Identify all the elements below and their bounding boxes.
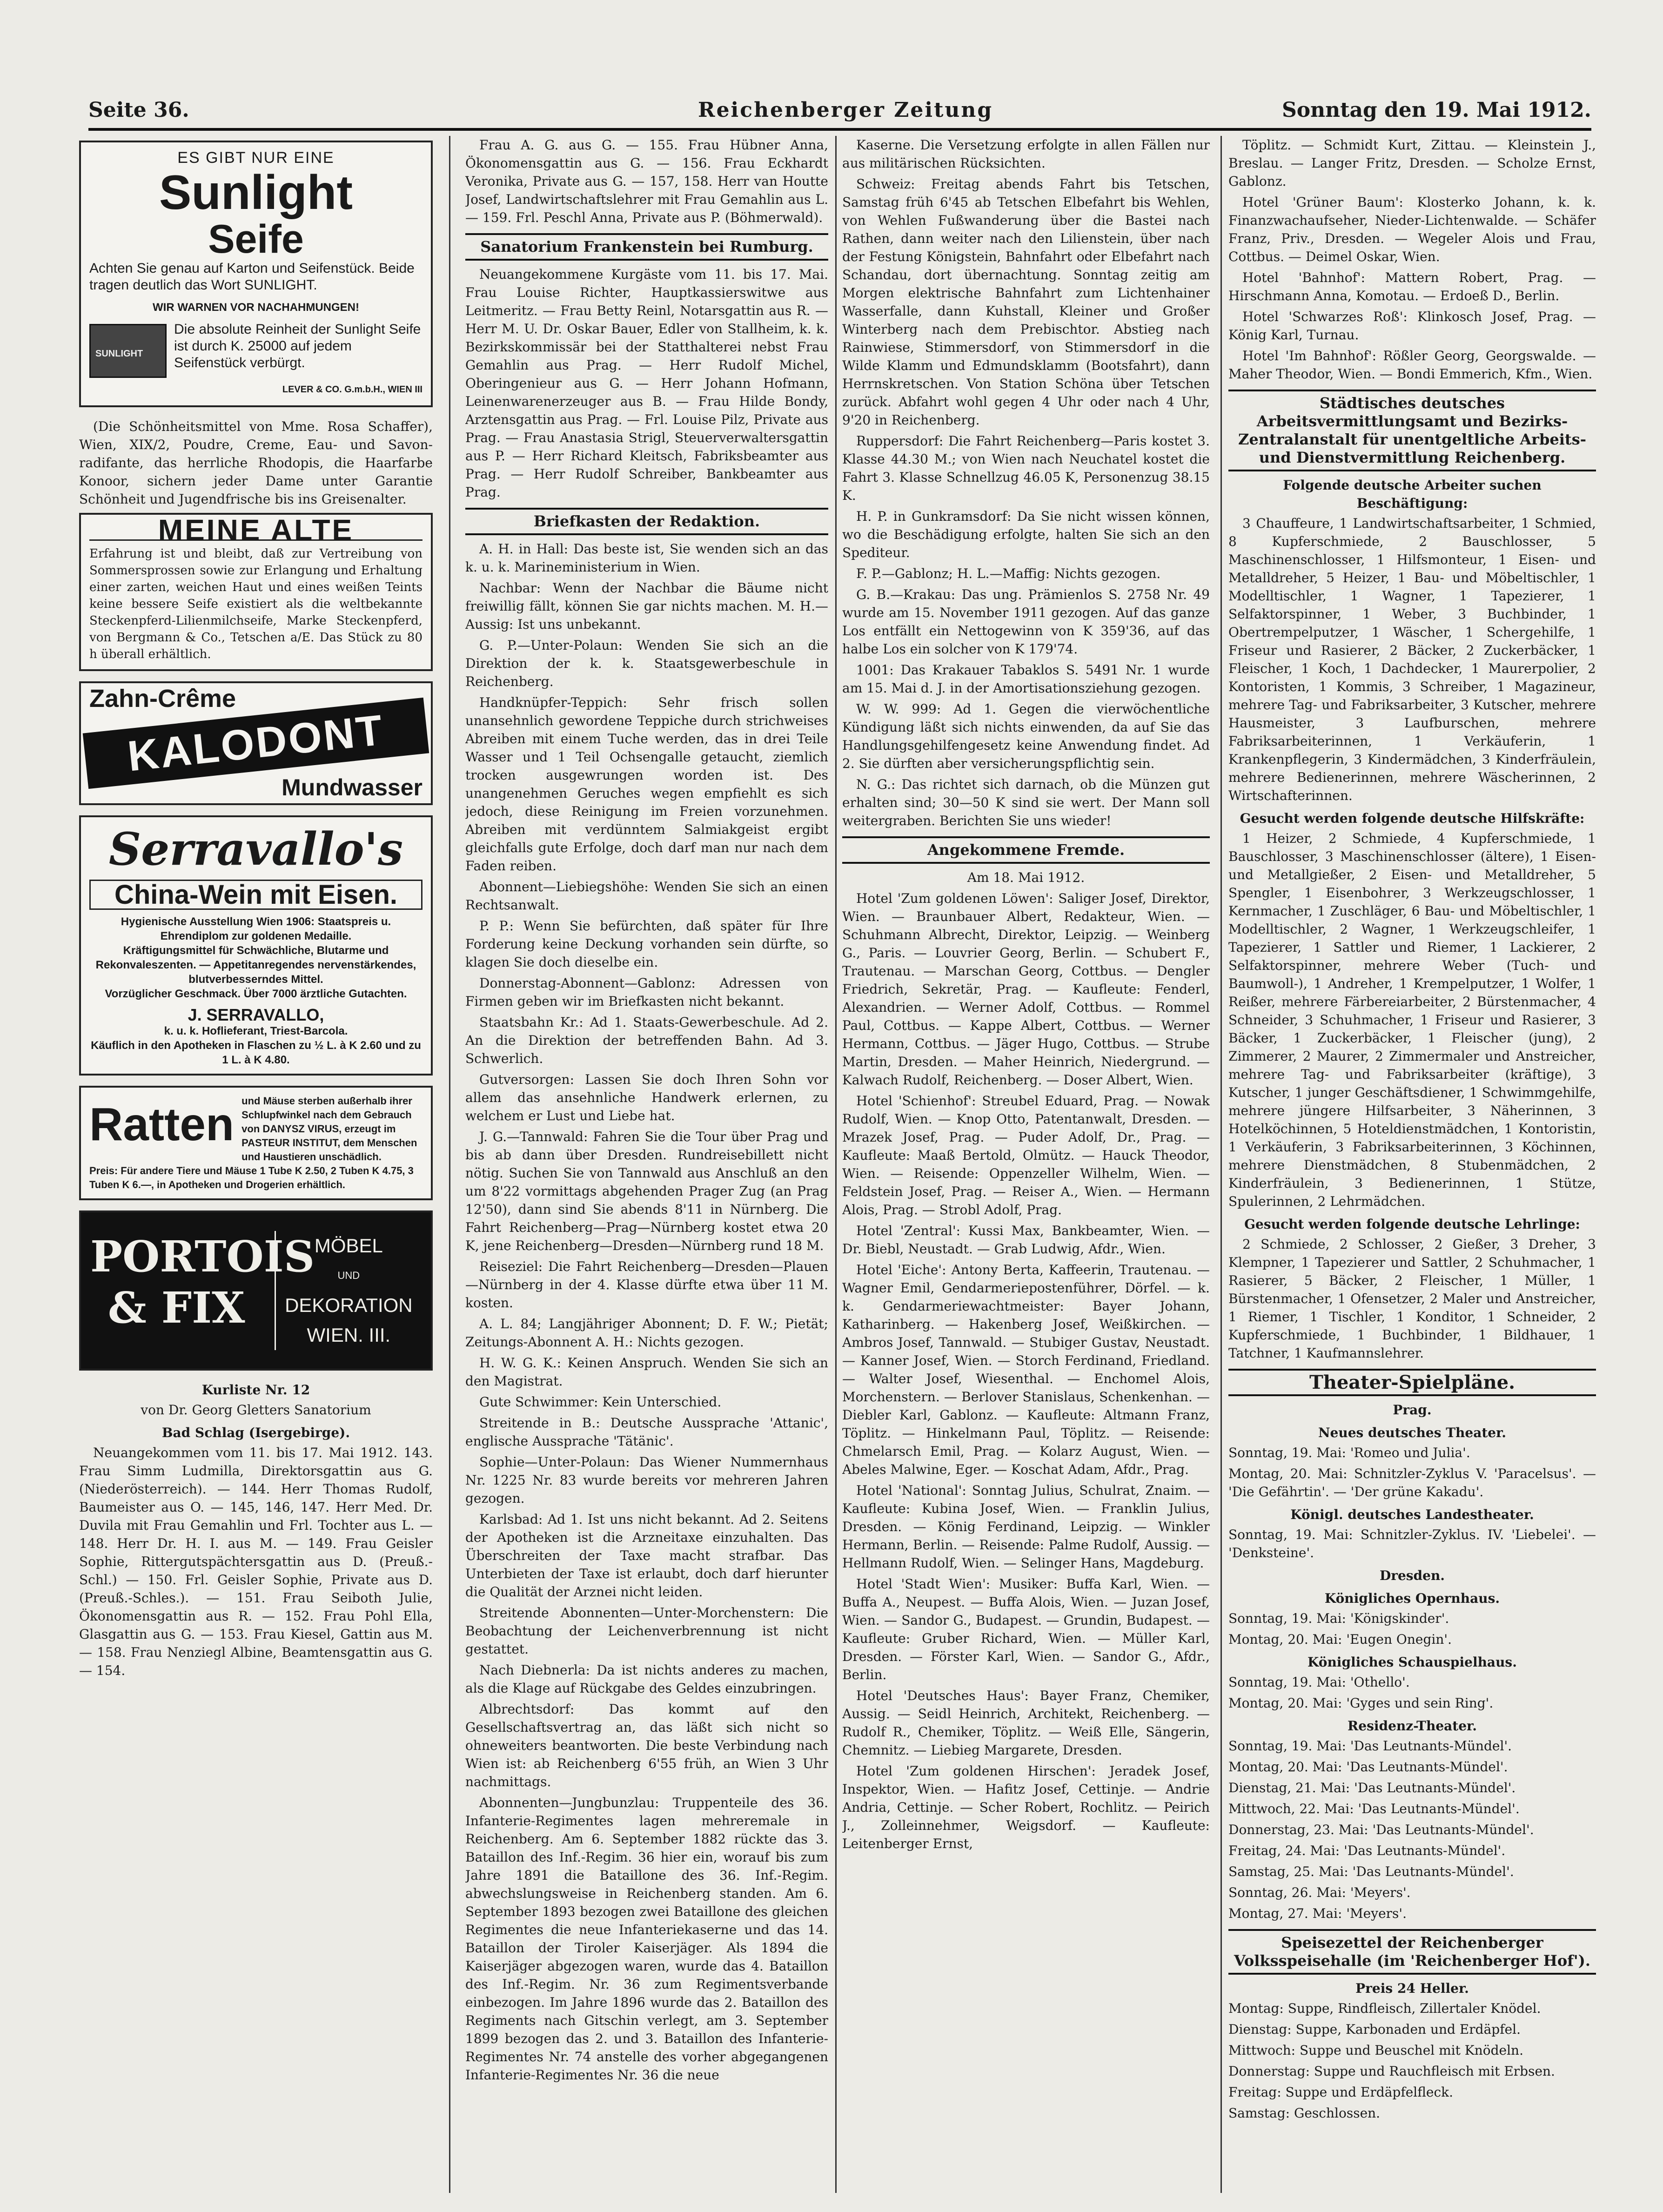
ad-sunlight-text: Achten Sie genau auf Karton und Seifenstück. Beide tragen deutlich das Wort SUNLIGHT. [89,261,415,293]
theater-house: Königliches Opernhaus. [1324,1591,1500,1606]
theater-performance: Donnerstag, 23. Mai: 'Das Leutnants-Mündel'. [1228,1822,1534,1837]
ad-portois-fix [79,1210,433,1371]
ad-serravallo-line3: Vorzüglicher Geschmack. Über 7000 ärztliche Gutachten. [105,988,407,1000]
column-3 [842,136,1210,2193]
ad-sunlight-product: Seife [208,217,304,262]
briefkasten-para: N. G.: Das richtet sich darnach, ob die Münzen gut erhalten sind; 30—50 K sind sie wert. Der Mann soll weitergraben. Berichten Sie uns wieder! [842,777,1210,828]
newspaper-title: Reichenberger Zeitung [698,98,993,122]
ad-meine-alte [79,513,433,671]
hotel-entry: Hotel 'Grüner Baum': Klosterko Johann, k. k. Finanzwachaufseher, Nieder-Lichtenwalde. — Schäfer Franz, Priv., Dresden. — Wegeler Alois und Frau, Cottbus. — Deimel Oskar, Wien. [1228,195,1596,264]
ad-serravallo-price: Käuflich in den Apotheken in Flaschen zu ½ L. à K 2.60 und zu 1 L. à K 4.80. [91,1039,421,1066]
briefkasten-para: 1001: Das Krakauer Tabaklos S. 5491 Nr. 1 wurde am 15. Mai d. J. in der Amortisationsziehung gezogen. [842,662,1210,696]
theater-performance: Sonntag, 19. Mai: 'Romeo und Julia'. [1228,1445,1470,1460]
briefkasten-para: Albrechtsdorf: Das kommt auf den Gesellschaftsvertrag an, das läßt sich nicht so ohneweiters beantworten. Die beste Verbindung nach Wien ist: ab Reichenberg 6'55 früh, an Wien 3 Uhr nachmittags. [465,1701,828,1789]
briefkasten-para: H. P. in Gunkramsdorf: Da Sie nicht wissen können, wo die Beschädigung erfolgte, halten Sie sich an den Spediteur. [842,509,1210,560]
ad-serravallo-line1: Hygienische Ausstellung Wien 1906: Staatspreis u. Ehrendiplom zur goldenen Medaille. [121,915,391,942]
theater-house: Königliches Schauspielhaus. [1308,1654,1517,1670]
ad-ratten-title: Ratten [89,1098,235,1150]
page-number: Seite 36. [88,98,189,122]
briefkasten-para: Ruppersdorf: Die Fahrt Reichenberg—Paris kostet 3. Klasse 44.30 M.; von Wien nach Neuchatel kostet die Fahrt 3. Klasse Schnellzug 46.05 K, Personenzug 38.15 K. [842,433,1210,503]
ad-portois-line1: MÖBEL [314,1235,383,1257]
theater-house: Königl. deutsches Landestheater. [1290,1507,1534,1522]
hotel-entry: Hotel 'Stadt Wien': Musiker: Buffa Karl, Wien. — Buffa A., Neupest. — Buffa Alois, Wien. — Juzan Josef, Wien. — Sandor G., Budapest. — Grundin, Budapest. — Kaufleute: Gruber Richard, Wien. — Müller Karl, Dresden. — Förster Karl, Wien. — Sandor G., Afdr., Berlin. [842,1576,1210,1682]
ad-portois-und: UND [337,1270,360,1281]
hotel-entry: Hotel 'Schwarzes Roß': Klinkosch Josef, Prag. — König Karl, Turnau. [1228,309,1596,343]
menu-day: Mittwoch: Suppe und Beuschel mit Knödeln. [1228,2043,1523,2058]
ad-schoenheit: (Die Schönheitsmittel von Mme. Rosa Schaffer), Wien, XIX/2, Poudre, Creme, Eau- und Savon-radifante, das herrliche Rhodopis, die Haarfarbe Konoor, sichern jeder Dame unter Garantie Schönheit und Jugendfrische bis ins Greisenalter. [79,419,433,507]
theater-house: Residenz-Theater. [1348,1718,1477,1734]
masthead [88,95,1591,131]
ad-sunlight [79,141,433,407]
briefkasten-para: Gutversorgen: Lassen Sie doch Ihren Sohn vor allem das ansehnliche Handwerk erlernen, zu welchem er Lust und Liebe hat. [465,1072,828,1123]
arbeit-sub: Gesucht werden folgende deutsche Lehrlinge: [1244,1217,1580,1232]
theater-performance: Montag, 20. Mai: 'Gyges und sein Ring'. [1228,1695,1494,1711]
ad-portois-name: PORTOIS & FIX [90,1231,315,1333]
briefkasten-para: Staatsbahn Kr.: Ad 1. Staats-Gewerbeschule. Ad 2. An die Direktion der betreffenden Bahn. Ad 3. Schwerlich. [465,1015,828,1066]
kurliste-title: Kurliste Nr. 12 [201,1382,310,1398]
ad-portois-line2: DEKORATION [285,1294,413,1316]
theater-performance: Montag, 27. Mai: 'Meyers'. [1228,1906,1407,1921]
hotel-entry: Hotel 'National': Sonntag Julius, Schulrat, Znaim. — Kaufleute: Kubina Josef, Wien. — Franklin Julius, Dresden. — König Ferdinand, Leipzig. — Winkler Hermann, Berlin. — Reisende: Palme Rudolf, Aussig. — Hellmann Rudolf, Wien. — Selinger Hans, Magdeburg. [842,1483,1210,1571]
hotel-entry: Hotel 'Deutsches Haus': Bayer Franz, Chemiker, Aussig. — Seidl Heinrich, Architekt, Reichenberg. — Rudolf R., Chemiker, Töplitz. — Weiß Elle, Sängerin, Chemnitz. — Liebieg Margarete, Dresden. [842,1688,1210,1758]
kurliste-place: Bad Schlag (Isergebirge). [161,1425,350,1440]
briefkasten-para: G. B.—Krakau: Das ung. Prämienlos S. 2758 Nr. 49 wurde am 15. November 1911 gezogen. Auf das ganze Los entfällt ein Nettogewinn von K 359'36, auf das halbe Los ein solcher von K 179'74. [842,587,1210,657]
briefkasten-para: W. W. 999: Ad 1. Gegen die vierwöchentliche Kündigung läßt sich nichts einwenden, da auf Sie das Handlungsgehilfengesetz keine Anwendung findet. Ad 2. Sie dürften aber versicherungspflichtig sein. [842,701,1210,771]
ad-serravallo-sub: k. u. k. Hoflieferant, Triest-Barcola. [164,1025,348,1037]
theater-performance: Mittwoch, 22. Mai: 'Das Leutnants-Mündel'. [1228,1801,1520,1816]
theater-title: Theater-Spielpläne. [1228,1369,1596,1396]
theater-performance: Freitag, 24. Mai: 'Das Leutnants-Mündel'. [1228,1843,1506,1858]
sanatorium-text: Neuangekommene Kurgäste vom 11. bis 17. Mai. Frau Louise Richter, Hauptkassierswitwe aus Leitmeritz. — Frau Betty Reinl, Notarsgattin aus R. — Herr M. U. Dr. Oskar Bauer, Edler von Stallheim, k. k. Bezirkskommissär bei der Statthalterei nebst Frau Gemahlin aus Prag. — Herr Rudolf Michel, Oberingenieur aus G. — Herr Johann Hofmann, Leinenwarenerzeuger aus B. — Frau Hilde Bondy, Arztensgattin aus Prag. — Frl. Louise Pilz, Private aus Prag. — Frau Anastasia Strigl, Steuerverwaltersgattin aus P. — Herr Richard Kleitsch, Fabriksbeamter aus Prag. — Herr Rudolf Schreiber, Bankbeamter aus Prag. [465,267,828,500]
briefkasten-para: Gute Schwimmer: Kein Unterschied. [479,1394,722,1410]
briefkasten-para: F. P.—Gablonz; H. L.—Maffig: Nichts gezogen. [856,566,1161,581]
theater-city: Prag. [1393,1402,1432,1418]
briefkasten-para: P. P.: Wenn Sie befürchten, daß später für Ihre Forderung keine Deckung vorhanden sein dürfte, so klagen Sie doch dieselbe ein. [465,918,828,970]
ad-serravallo [79,815,433,1076]
kurliste-sub: von Dr. Georg Gletters Sanatorium [141,1402,371,1418]
kurliste-text: Neuangekommen vom 11. bis 17. Mai 1912. 143. Frau Simm Ludmilla, Direktorsgattin aus G. (Niederösterreich). — 144. Herr Thomas Rudolf, Baumeister aus O. — 145, 146, 147. Herr Med. Dr. Duvila mit Frau Gemahlin und Frl. Tochter aus L. — 148. Herr Dr. H. I. aus M. — 149. Frau Geisler Sophie, Rittergutspächtersgattin aus D. (Preuß.-Schl.) — 150. Frl. Geisler Sophie, Private aus D. (Preuß.-Schles.). — 151. Frau Seiboth Julie, Ökonomensgattin aus R. — 152. Frau Pohl Ella, Glasgattin aus G. — 153. Frau Kiesel, Gattin aus M. — 158. Frau Nenziegl Albine, Beamtensgattin aus G. — 154. [79,1445,433,1678]
arbeit-text: 1 Heizer, 2 Schmiede, 4 Kupferschmiede, 1 Bauschlosser, 3 Maschinenschlosser (ältere), 1 Eisen- und Metallgießer, 2 Eisen- und Metalldreher, 5 Spengler, 1 Eisenbohrer, 3 Werkzeugschlosser, 1 Kernmacher, 1 Zuschläger, 6 Bau- und Möbeltischler, 1 Modelltischler, 2 Wagner, 1 Werkzeugschleifer, 1 Tapezierer, 1 Sattler und Riemer, 1 Lackierer, 2 Selfaktorspinner, mehrere Weber (Tuch- und Baumwoll-), 1 Andreher, 1 Krempelputzer, 1 Wolfer, 1 Reißer, mehrere Färbereiarbeiter, 2 Bürstenmacher, 4 Schneider, 3 Schuhmacher, 1 Friseur und Rasierer, 3 Bäcker, 1 Zuckerbäcker, 1 Fleischer (jung), 2 Zimmerer, 2 Maurer, 2 Zimmermaler und Anstreicher, mehrere Tag- und Fabriksarbeiter (kräftige), 3 Kutscher, 1 junger Geschäftsdiener, 1 Schwimmgehilfe, mehrere jüngere Hilfsarbeiter, 3 Näherinnen, 3 Hotelköchinnen, 5 Hoteldienstmädchen, 1 Kontoristin, 1 Verkäuferin, 3 Fabriksarbeiterinnen, 3 Köchinnen, mehrere Dienstmädchen, 8 Stubenmädchen, 2 Kinderfräulein, 3 Bedienerinnen, 1 Stütze, Spulerinnen, 2 Lehrmädchen. [1228,831,1596,1209]
briefkasten-para: Handknüpfer-Teppich: Sehr frisch sollen unansehnlich gewordene Teppiche durch strichweises Abreiben mit einem Tuche werden, das in drei Teile Wasser und 1 Teil Ochsengalle getaucht, ziemlich trocken ausgewrungen worden ist. Des unangenehmen Geruches wegen empfiehlt es sich jedoch, diese Reinigung im Freien vorzunehmen. Abreiben mit verdünntem Salmiakgeist ergibt gleichfalls gute Erfolge, doch darf man nur nach dem Faden reiben. [465,695,828,874]
arbeit-text: 2 Schmiede, 2 Schlosser, 2 Gießer, 3 Dreher, 3 Klempner, 1 Tapezierer und Sattler, 2 Schuhmacher, 1 Rasierer, 5 Bäcker, 2 Fleischer, 1 Müller, 1 Bürstenmacher, 1 Ofensetzer, 2 Maler und Anstreicher, 1 Riemer, 1 Tischler, 1 Konditor, 1 Schneider, 2 Kupferschmiede, 1 Buchbinder, 1 Bildhauer, 1 Tatchner, 1 Kaufmannslehrer. [1228,1237,1596,1361]
ad-serravallo-line2: Kräftigungsmittel für Schwächliche, Blutarme und Rekonvaleszenten. — Appetitanregendes nervenstärkendes, blutverbesserndes Mittel. [95,944,416,986]
theater-performance: Montag, 20. Mai: 'Eugen Onegin'. [1228,1632,1452,1647]
theater-performance: Sonntag, 19. Mai: Schnitzler-Zyklus. IV. 'Liebelei'. — 'Denksteine'. [1228,1527,1596,1560]
ad-meine-alte-title: MEINE ALTE [89,521,422,541]
hotel-entry: Hotel 'Zentral': Kussi Max, Bankbeamter, Wien. — Dr. Biebl, Neustadt. — Grab Ludwig, Afdr., Wien. [842,1223,1210,1257]
hotel-entry: Hotel 'Zum goldenen Löwen': Saliger Josef, Direktor, Wien. — Braunbauer Albert, Redakteur, Wien. — Schuhmann Albrecht, Direktor, Leipzig. — Weinberg G., Paris. — Louvrier Georg, Berlin. — Schubert F., Trautenau. — Marschan Georg, Cottbus. — Dengler Friedrich, Sekretär, Prag. — Kaufleute: Fenderl, Alexandrien. — Werner Adolf, Cottbus. — Rommel Paul, Cottbus. — Kappe Albert, Cottbus. — Werner Hermann, Cottbus. — Jäger Hugo, Cottbus. — Strube Martin, Dresden. — Maher Heinrich, Niedergrund. — Kalwach Rudolf, Reichenberg. — Doser Albert, Wien. [842,891,1210,1088]
briefkasten-para: Karlsbad: Ad 1. Ist uns nicht bekannt. Ad 2. Seitens der Apotheken ist die Arzneitaxe einzuhalten. Das Überschreiten der Taxe macht strafbar. Das Unterbieten der Taxe ist erlaubt, doch darf hierunter die Qualität der Arznei nicht leiden. [465,1512,828,1600]
theater-house: Neues deutsches Theater. [1318,1425,1507,1440]
ad-sunlight-firm: LEVER & CO. G.m.b.H., WIEN III [282,384,422,395]
arbeit-sub: Gesucht werden folgende deutsche Hilfskräfte: [1240,811,1585,826]
ad-sunlight-purity: Die absolute Reinheit der Sunlight Seife ist durch K. 25000 auf jedem Seifenstück verbürgt. [174,322,421,370]
fremde-title: Angekommene Fremde. [842,836,1210,864]
ad-serravallo-firm: J. SERRAVALLO, [188,1005,324,1024]
column-rule [1220,136,1222,2193]
speise-list [1228,1999,1596,2122]
theater-performance: Samstag, 25. Mai: 'Das Leutnants-Mündel'. [1228,1864,1514,1879]
ad-ratten-prices: Preis: Für andere Tiere und Mäuse 1 Tube K 2.50, 2 Tuben K 4.75, 3 Tuben K 6.—, in Apotheken und Drogerien erhältlich. [89,1165,414,1190]
ad-kalodont-name: KALODONT [83,698,429,789]
theater-performance: Montag, 20. Mai: Schnitzler-Zyklus V. 'Paracelsus'. — 'Die Gefährtin'. — 'Der grüne Kakadu'. [1228,1466,1596,1499]
arbeit-text: 3 Chauffeure, 1 Landwirtschaftsarbeiter, 1 Schmied, 8 Kupferschmiede, 2 Bauschlosser, 5 Maschinenschlosser, 1 Hilfsmonteur, 1 Eisen- und Metalldreher, 5 Heizer, 1 Bau- und Möbeltischler, 1 Modelltischler, 1 Wagner, 1 Tapezierer, 1 Selfaktorspinner, 1 Weber, 3 Buchbinder, 1 Obertrempelputzer, 1 Wäscher, 1 Schergehilfe, 1 Friseur und Rasierer, 2 Bäcker, 2 Zuckerbäcker, 1 Fleischer, 1 Koch, 1 Dachdecker, 1 Maurerpolier, 2 Kontoristen, 1 Kommis, 3 Schreiber, 1 Magazineur, mehrere Tag- und Fabriksarbeiter, 3 Kutscher, mehrere Hausmeister, 3 Laufburschen, mehrere Fabriksarbeiterinnen, 1 Verkäuferin, 1 Krankenpflegerin, 3 Kindermädchen, 3 Kinderfräulein, mehrere Bedienerinnen, mehrere Wäscherinnen, 2 Wirtschafterinnen. [1228,516,1596,803]
ad-ratten-text: und Mäuse sterben außerhalb ihrer Schlupfwinkel nach dem Gebrauch von DANYSZ VIRUS, erzeugt im PASTEUR INSTITUT, dem Menschen und Haustieren unschädlich. [241,1095,417,1163]
ad-ratten [79,1086,433,1200]
hotel-entry: Hotel 'Bahnhof': Mattern Robert, Prag. — Hirschmann Anna, Komotau. — Erdoeß D., Berlin. [1228,270,1596,303]
briefkasten-para: H. W. G. K.: Keinen Anspruch. Wenden Sie sich an den Magistrat. [465,1355,828,1389]
theater-list [1228,1401,1596,1923]
briefkasten-para: Abonnenten—Jungbunzlau: Truppenteile des 36. Infanterie-Regimentes lagen mehreremale in Reichenberg. Am 6. September 1882 rückte das 3. Bataillon des Inf.-Regim. 36 hier ein, worauf bis zum Jahre 1891 die Bataillone des 36. Inf.-Regim. abwechslungsweise in Reichenberg standen. Am 6. September 1893 bezogen zwei Bataillone des gleichen Regimentes die neue Infanteriekaserne und das 14. Bataillon der Tiroler Kaiserjäger. Als 1894 die Kaiserjäger abgezogen waren, wurde das 4. Bataillon des Inf.-Regim. Nr. 36 zum Regimentsverbande einbezogen. Im Jahre 1896 wurde das 2. Bataillon des Regiments nach Gitschin verlegt, am 3. September 1899 bezogen das 2. und 3. Bataillon des Infanterie-Regimentes Nr. 74 anstelle des vorher abgegangenen Infanterie-Regimentes Nr. 36 die neue [465,1795,828,2083]
briefkasten-para: Streitende Abonnenten—Unter-Morchenstern: Die Beobachtung der Leichenverbrennung ist nicht gestattet. [465,1605,828,1657]
speise-price: Preis 24 Heller. [1355,1981,1469,1996]
fremde-date: Am 18. Mai 1912. [967,870,1085,885]
ad-kalodont-top: Zahn-Crême [89,685,236,713]
theater-city: Dresden. [1379,1568,1445,1583]
theater-performance: Sonntag, 26. Mai: 'Meyers'. [1228,1885,1411,1900]
soap-box-image [89,324,167,378]
hotel-entry: Hotel 'Eiche': Antony Berta, Kaffeerin, Trautenau. — Wagner Emil, Gendarmeriepostenführer, Dörfel. — k. k. Gendarmeriewachtmeister: Bayer Johann, Katharinberg. — Hakenberg Josef, Weißkirchen. — Ambros Josef, Tannwald. — Stubiger Gustav, Neustadt. — Kanner Josef, Wien. — Storch Ferdinand, Friedland. — Walter Josef, Wiesenthal. — Enchomel Alois, Morchenstern. — Berlover Stanislaus, Schenkenhan. — Diebler Karl, Gablonz. — Kaufleute: Altmann Franz, Töplitz. — Hinkelmann Paul, Töplitz. — Reisende: Chmelarsch Emil, Prag. — Kolarz August, Wien. — Abeles Malwine, Eger. — Koschat Adam, Afdr., Prag. [842,1262,1210,1477]
column-ads [79,136,433,2193]
briefkasten-para: G. P.—Unter-Polaun: Wenden Sie sich an die Direktion der k. k. Staatsgewerbeschule in Reichenberg. [465,638,828,689]
column-rule [449,136,450,2193]
hotel-entry: Hotel 'Im Bahnhof': Rößler Georg, Georgswalde. — Maher Theodor, Wien. — Bondi Emmerich, Kfm., Wien. [1228,348,1596,382]
theater-performance: Sonntag, 19. Mai: 'Das Leutnants-Mündel'. [1228,1738,1512,1754]
briefkasten-para: Sophie—Unter-Polaun: Das Wiener Nummernhaus Nr. 1225 Nr. 83 wurde bereits vor mehreren Jahren gezogen. [465,1454,828,1506]
column-2 [465,136,828,2193]
theater-performance: Sonntag, 19. Mai: 'Othello'. [1228,1674,1410,1690]
briefkasten-para: Streitende in B.: Deutsche Aussprache 'Attanic', englische Aussprache 'Tätänic'. [465,1415,828,1449]
briefkasten-para: Abonnent—Liebiegshöhe: Wenden Sie sich an einen Rechtsanwalt. [465,879,828,913]
ad-kalodont-bottom: Mundwasser [282,774,422,800]
speise-title: Speisezettel der Reichenberger Volksspeisehalle (im 'Reichenberger Hof'). [1228,1929,1596,1975]
arbeit-title: Städtisches deutsches Arbeitsvermittlungsamt und Bezirks-Zentralanstalt für unentgeltliche Arbeits- und Dienstvermittlung Reichenberg. [1228,390,1596,471]
menu-day: Donnerstag: Suppe und Rauchfleisch mit Erbsen. [1228,2064,1555,2079]
briefkasten-para: Nach Diebnerla: Da ist nichts anderes zu machen, als die Klage auf Rückgabe des Geldes einzubringen. [465,1662,828,1696]
menu-day: Dienstag: Suppe, Karbonaden und Erdäpfel. [1228,2022,1521,2037]
briefkasten-para: Donnerstag-Abonnent—Gablonz: Adressen von Firmen geben wir im Briefkasten nicht bekannt. [465,975,828,1009]
briefkasten-para: Schweiz: Freitag abends Fahrt bis Tetschen, Samstag früh 6'45 ab Tetschen Elbefahrt bis Wehlen, von Wehlen Fußwanderung über die Bastei nach Rathen, dann weiter nach den Lilienstein, über nach der Festung Königstein, Bahnfahrt oder Elbefahrt nach Schandau, dort übernachtung. Sonntag zeitig am Morgen elektrische Bahnfahrt zum Lichtenhainer Wasserfalle, dann Kuhstall, Kleiner und Großer Winterberg nach dem Prebischtor. Abstieg nach Rainwiese, Stimmersdorf, von Stimmersdorf in die Wilde Klamm und Edmundsklamm (Bootsfahrt), dann Herrnskretschen. Von Station Schöna über Tetschen zurück. Abfahrt wohl gegen 4 Uhr oder nach 4 Uhr, 9'20 in Reichenberg. [842,176,1210,428]
menu-day: Samstag: Geschlossen. [1228,2105,1381,2121]
menu-day: Freitag: Suppe und Erdäpfelfleck. [1228,2084,1454,2100]
briefkasten-para: Kaserne. Die Versetzung erfolgte in allen Fällen nur aus militärischen Rücksichten. [842,137,1210,171]
briefkasten-para: A. L. 84; Langjähriger Abonnent; D. F. W.; Pietät; Zeitungs-Abonnent A. H.: Nichts gezogen. [465,1316,828,1350]
sanatorium-title: Sanatorium Frankenstein bei Rumburg. [465,233,828,261]
soap-box-label: SUNLIGHT [95,349,143,359]
col2-top: Frau A. G. aus G. — 155. Frau Hübner Anna, Ökonomensgattin aus G. — 156. Frau Eckhardt Veronika, Private aus G. — 157, 158. Herr van Houtte Josef, Landwirtschaftslehrer mit Frau Gemahlin aus L. — 159. Frl. Peschl Anna, Private aus P. (Böhmerwald). [465,137,828,225]
ad-sunlight-warning: WIR WARNEN VOR NACHAHMUNGEN! [153,301,359,314]
menu-day: Montag: Suppe, Rindfleisch, Zillertaler Knödel. [1228,2001,1541,2016]
briefkasten-title: Briefkasten der Redaktion. [465,508,828,535]
briefkasten-para: Nachbar: Wenn der Nachbar die Bäume nicht freiwillig fällt, können Sie gar nichts machen. M. H.—Aussig: Ist uns unbekannt. [465,580,828,632]
ad-kalodont [79,681,433,805]
column-rule [835,136,837,2193]
briefkasten-para: Reiseziel: Die Fahrt Reichenberg—Dresden—Plauen—Nürnberg in der 4. Klasse dürfte etwa über 11 M. kosten. [465,1259,828,1311]
ad-portois-city: WIEN. III. [307,1324,391,1346]
theater-performance: Sonntag, 19. Mai: 'Königskinder'. [1228,1611,1449,1626]
briefkasten-para: J. G.—Tannwald: Fahren Sie die Tour über Prag und bis ab dann über Dresden. Rundreisebillett nicht nötig. Suchen Sie von Tannwald aus Anschluß an den um 8'22 vormittags abgehenden Prager Zug (an Prag 12'50), dann sind Sie abends 8'11 in Nürnberg. Die Fahrt Reichenberg—Prag—Nürnberg kostet etwa 20 K, jene Reichenberg—Dresden—Nürnberg rund 18 M. [465,1129,828,1253]
hotel-entry: Hotel 'Schienhof': Streubel Eduard, Prag. — Nowak Rudolf, Wien. — Knop Otto, Patentanwalt, Dresden. — Mrazek Josef, Prag. — Puder Adolf, Dr., Prag. — Kaufleute: Maaß Bertold, Olmütz. — Hauck Theodor, Wien. — Reisende: Oppenzeller Wilhelm, Wien. — Feldstein Josef, Prag. — Reiser A., Wien. — Hermann Alois, Prag. — Strobl Adolf, Prag. [842,1093,1210,1217]
theater-performance: Montag, 20. Mai: 'Das Leutnants-Mündel'. [1228,1759,1508,1775]
briefkasten-para: A. H. in Hall: Das beste ist, Sie wenden sich an das k. u. k. Marineministerium in Wien. [465,541,828,575]
ad-sunlight-name: Sunlight [159,166,353,220]
issue-date: Sonntag den 19. Mai 1912. [1282,98,1591,122]
hotel-entry: Töplitz. — Schmidt Kurt, Zittau. — Kleinstein J., Breslau. — Langer Fritz, Dresden. — Scholze Ernst, Gablonz. [1228,137,1596,189]
ad-meine-alte-text: Erfahrung ist und bleibt, daß zur Vertreibung von Sommersprossen sowie zur Erlangung und Erhaltung einer zarten, weichen Haut und eines weißen Teints keine bessere Seife existiert als die weltbekannte Steckenpferd-Lilienmilchseife, Marke Steckenpferd, von Bergmann & Co., Tetschen a/E. Das Stück zu 80 h überall erhältlich. [89,547,422,661]
ad-serravallo-product: China-Wein mit Eisen. [89,880,422,910]
ad-portois-text [275,1231,422,1350]
column-4 [1228,136,1596,2193]
ad-sunlight-pre: ES GIBT NUR EINE [177,149,335,167]
arbeit-sub: Folgende deutsche Arbeiter suchen Beschäftigung: [1283,477,1542,511]
theater-performance: Dienstag, 21. Mai: 'Das Leutnants-Mündel'. [1228,1780,1516,1795]
hotel-entry: Hotel 'Zum goldenen Hirschen': Jeradek Josef, Inspektor, Wien. — Hafitz Josef, Cettinje. — Andrie Andria, Cettinje. — Scher Robert, Rochlitz. — Peirich J., Zolleinnehmer, Weigsdorf. — Kaufleute: Leitenberger Ernst, [842,1763,1210,1851]
ad-serravallo-logo: Serravallo's [108,823,403,875]
